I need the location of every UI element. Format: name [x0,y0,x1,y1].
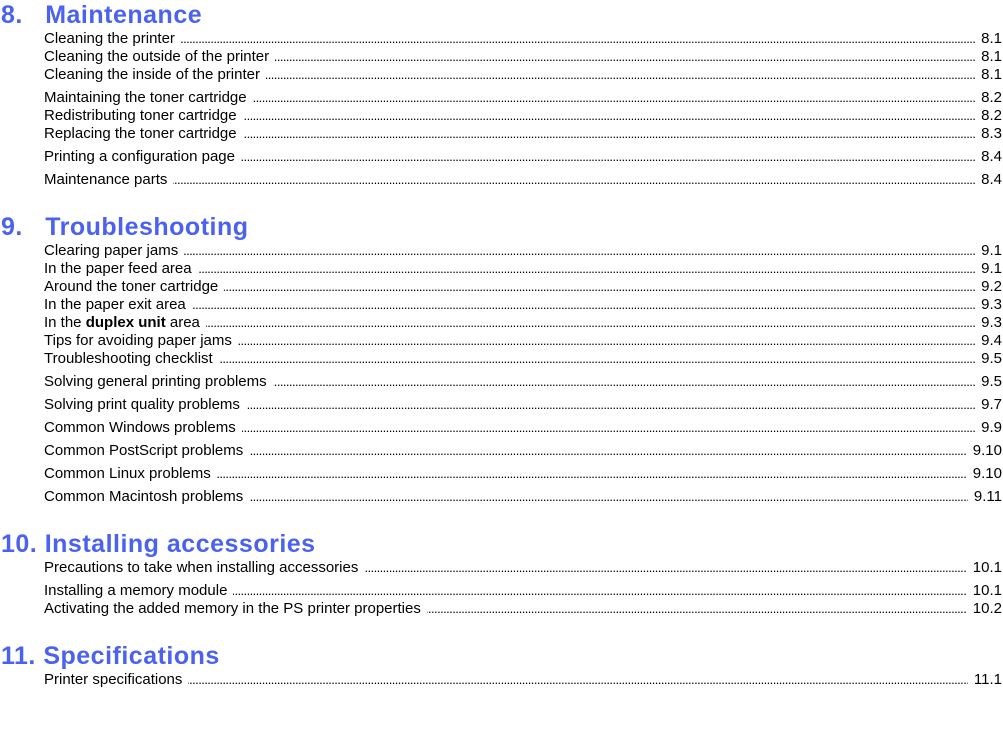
toc-entry[interactable] [44,488,1002,506]
toc-entry-title: Cleaning the printer [44,30,181,48]
toc-entry-page: 9.11 [968,488,1002,506]
toc-entry[interactable] [44,66,1002,84]
toc-entry[interactable] [44,48,1002,66]
chapter-title: Troubleshooting [45,213,249,241]
toc-entry[interactable] [44,89,1002,107]
toc-entry-page: 9.1 [975,260,1002,278]
toc-entry[interactable] [44,260,1002,278]
toc-entry-title: In the paper feed area [44,260,198,278]
toc-entry-page: 9.7 [975,396,1002,414]
toc-entry-page: 8.3 [975,125,1002,143]
toc-entry[interactable] [44,148,1002,166]
chapter-number: 11. [1,642,36,670]
toc-entry-title: Common Macintosh problems [44,488,249,506]
toc-entry-title: Cleaning the outside of the printer [44,48,275,66]
toc-entry-page: 8.4 [975,171,1002,189]
chapter-title: Installing accessories [44,530,316,558]
toc-entry-page: 9.9 [975,419,1002,437]
chapter-heading-specifications[interactable] [1,641,1003,671]
toc-entry-page: 8.1 [975,48,1002,66]
toc-entry[interactable] [44,442,1002,460]
toc-entry-page: 11.1 [968,671,1002,689]
toc-entry-title: Precautions to take when installing accessories [44,559,364,577]
toc-entry-page: 9.3 [975,314,1002,332]
toc-entry[interactable] [44,373,1002,391]
toc-entry-title: Maintaining the toner cartridge [44,89,253,107]
toc-entry[interactable] [44,314,1002,332]
toc-entry[interactable] [44,671,1002,689]
toc-entry[interactable] [44,332,1002,350]
toc-entry[interactable] [44,171,1002,189]
toc-entry[interactable] [44,125,1002,143]
toc-entry-page: 8.1 [975,30,1002,48]
chapter-number: 8. [1,1,23,29]
toc-entry-page: 8.2 [975,107,1002,125]
toc-entry-page: 9.10 [967,465,1002,483]
toc-entry[interactable] [44,278,1002,296]
toc-entry-title: Solving print quality problems [44,396,246,414]
toc-entry-page: 9.5 [975,373,1002,391]
toc-entry-title: Clearing paper jams [44,242,184,260]
toc-entry[interactable] [44,396,1002,414]
toc-entry-title: Common PostScript problems [44,442,249,460]
toc-entry[interactable] [44,350,1002,368]
toc-entry-page: 8.4 [975,148,1002,166]
chapter-heading-troubleshooting[interactable] [1,212,1003,242]
toc-entry-page: 9.10 [967,442,1002,460]
toc-entry-title: Redistributing toner cartridge [44,107,243,125]
toc-entry[interactable] [44,30,1002,48]
chapter-number: 9. [1,213,23,241]
toc-entry[interactable] [44,107,1002,125]
toc-entry-title: Around the toner cartridge [44,278,224,296]
toc-entry-title: Tips for avoiding paper jams [44,332,238,350]
toc-entry[interactable] [44,465,1002,483]
chapter-number: 10. [1,530,38,558]
toc-entry-page: 8.2 [975,89,1002,107]
toc-entry-title: Common Linux problems [44,465,217,483]
chapter-title: Specifications [43,642,220,670]
toc-entry-page: 10.1 [967,582,1002,600]
toc-entry-title: Printing a configuration page [44,148,241,166]
toc-entry-title: Maintenance parts [44,171,173,189]
toc-entry[interactable] [44,296,1002,314]
chapter-heading-installing-accessories[interactable] [1,529,1003,559]
chapter-title: Maintenance [45,1,203,29]
toc-entry-title: Printer specifications [44,671,188,689]
toc-entry-title: In the paper exit area [44,296,192,314]
toc-entry-title: Common Windows problems [44,419,242,437]
toc-entry-page: 9.2 [975,278,1002,296]
toc-entry-page: 8.1 [975,66,1002,84]
toc-entry-page: 10.2 [967,600,1002,618]
toc-entry-page: 9.5 [975,350,1002,368]
toc-entry-title: In the duplex unit area [44,314,206,332]
toc-entry-page: 9.3 [975,296,1002,314]
toc-entry[interactable] [44,419,1002,437]
toc-entry-page: 10.1 [967,559,1002,577]
toc-entry-title: Cleaning the inside of the printer [44,66,266,84]
toc-entry-bold-term: duplex unit [85,314,166,331]
toc-entry-page: 9.4 [975,332,1002,350]
toc-entry-title: Troubleshooting checklist [44,350,219,368]
chapter-heading-maintenance[interactable] [1,0,1003,30]
toc-entry[interactable] [44,582,1002,600]
toc-entry[interactable] [44,242,1002,260]
toc-entry[interactable] [44,600,1002,618]
toc-entry-title: Solving general printing problems [44,373,273,391]
toc-entry-title: Activating the added memory in the PS printer properties [44,600,427,618]
toc-entry-title: Replacing the toner cartridge [44,125,243,143]
toc-entry-page: 9.1 [975,242,1002,260]
toc-entry[interactable] [44,559,1002,577]
toc-entry-title: Installing a memory module [44,582,233,600]
